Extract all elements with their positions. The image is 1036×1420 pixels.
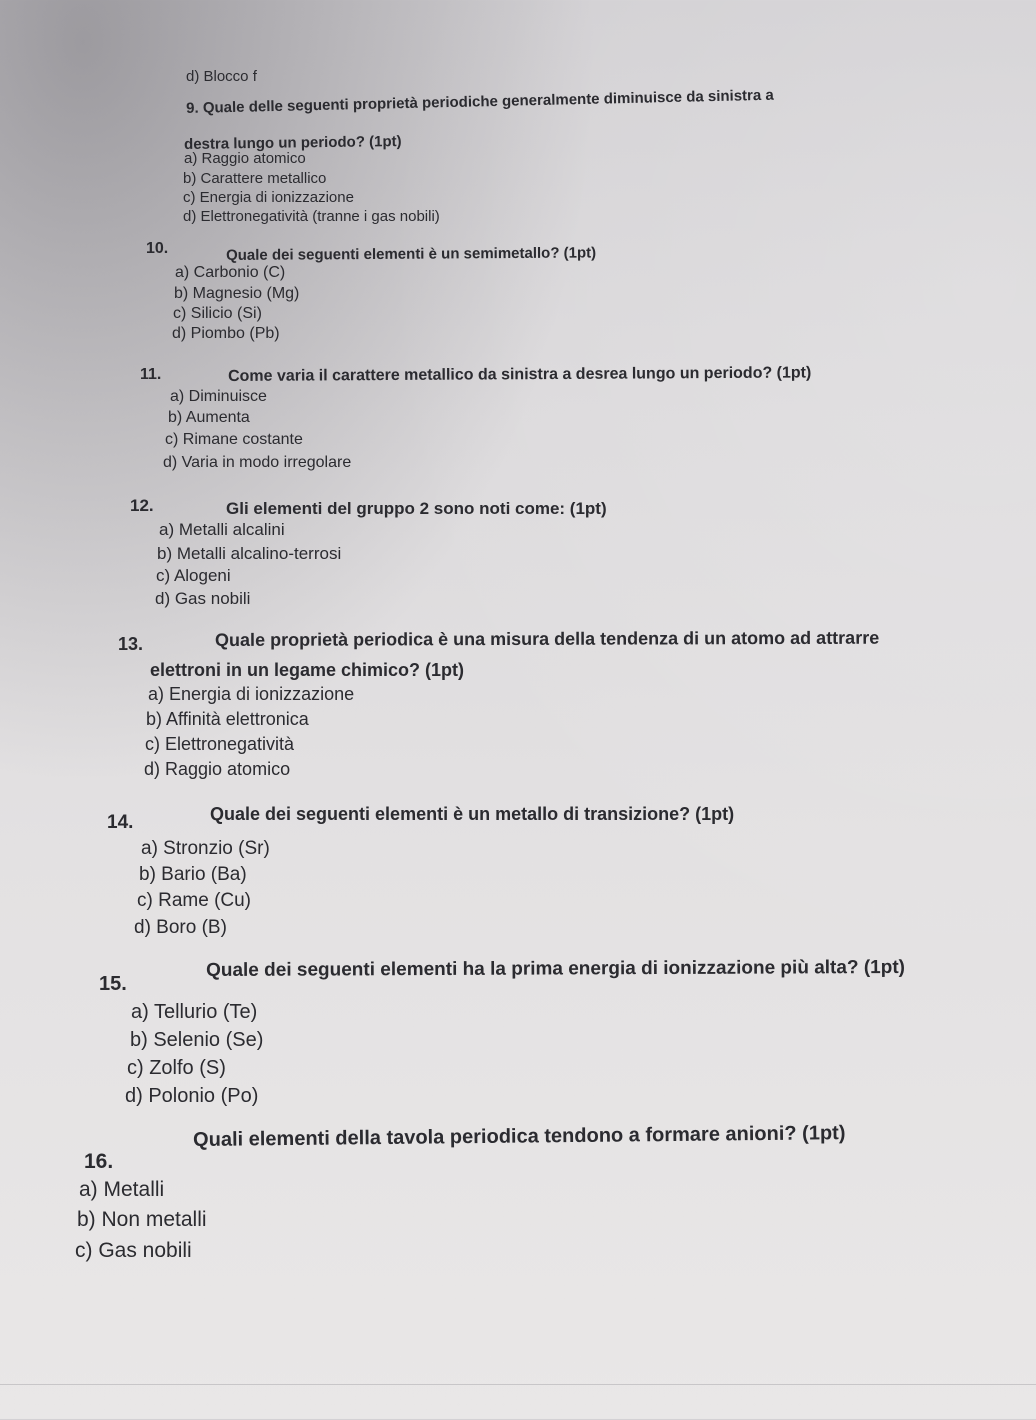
question-16-option-c: c) Gas nobili <box>75 1239 192 1262</box>
question-text: Quale dei seguenti elementi è un metallo di transizione? (1pt) <box>210 804 735 824</box>
question-15-option-b: b) Selenio (Se) <box>130 1029 264 1051</box>
question-13-option-d: d) Raggio atomico <box>144 759 291 779</box>
question-15-option-d: d) Polonio (Po) <box>125 1085 259 1107</box>
question-13-option-b: b) Affinità elettronica <box>146 709 309 729</box>
question-text: Quale dei seguenti elementi è un semimetallo? (1pt) <box>226 244 597 264</box>
question-9-text-line1 <box>186 87 774 117</box>
question-12-option-c: c) Alogeni <box>156 566 231 585</box>
question-10-option-d: d) Piombo (Pb) <box>172 325 280 342</box>
question-text: Quale dei seguenti elementi ha la prima energia di ionizzazione più alta? (1pt) <box>206 956 906 981</box>
question-11-option-c: c) Rimane costante <box>165 431 303 448</box>
question-12-option-a: a) Metalli alcalini <box>159 520 285 539</box>
question-9-option-c: c) Energia di ionizzazione <box>183 189 354 206</box>
question-text-line2: elettroni in un legame chimico? (1pt) <box>150 660 465 680</box>
question-15-option-c: c) Zolfo (S) <box>127 1057 226 1079</box>
question-9-text-line2: destra lungo un periodo? (1pt) <box>184 132 402 153</box>
question-11-option-b: b) Aumenta <box>168 409 250 426</box>
question-10-option-a: a) Carbonio (C) <box>175 264 286 281</box>
question-10-option-c: c) Silicio (Si) <box>173 305 262 322</box>
question-text-line1: Quale proprietà periodica è una misura della tendenza di un atomo ad attrarre <box>215 627 880 650</box>
question-10-option-b: b) Magnesio (Mg) <box>174 285 300 302</box>
question-9-option-b: b) Carattere metallico <box>183 170 327 187</box>
question-text: Quali elementi della tavola periodica tendono a formare anioni? (1pt) <box>193 1122 846 1151</box>
question-9-option-d: d) Elettronegatività (tranne i gas nobili) <box>183 208 440 225</box>
question-number: 15. <box>99 973 127 995</box>
question-14-option-c: c) Rame (Cu) <box>137 890 252 911</box>
question-16-option-a: a) Metalli <box>79 1178 165 1201</box>
question-number: 10. <box>146 240 169 257</box>
question-number: 13. <box>118 634 144 654</box>
question-number: 9. <box>186 99 199 117</box>
question-11-option-a: a) Diminuisce <box>170 388 267 405</box>
intro-option: d) Blocco f <box>186 68 257 85</box>
question-14-option-b: b) Bario (Ba) <box>139 864 247 885</box>
question-14-option-d: d) Boro (B) <box>134 917 227 938</box>
question-14-option-a: a) Stronzio (Sr) <box>141 838 270 859</box>
question-number: 14. <box>107 812 134 833</box>
question-12-option-b: b) Metalli alcalino-terrosi <box>157 544 342 563</box>
question-13-option-a: a) Energia di ionizzazione <box>148 684 355 704</box>
paper-bottom-edge <box>0 1384 1036 1420</box>
question-text: Gli elementi del gruppo 2 sono noti come: (1pt) <box>226 499 607 518</box>
question-13-option-c: c) Elettronegatività <box>145 734 295 754</box>
question-11-option-d: d) Varia in modo irregolare <box>163 454 352 471</box>
question-16-option-b: b) Non metalli <box>77 1208 207 1231</box>
question-9-option-a: a) Raggio atomico <box>184 150 306 167</box>
question-number: 11. <box>140 366 162 383</box>
question-text: Come varia il carattere metallico da sinistra a desrea lungo un periodo? (1pt) <box>228 364 812 385</box>
question-number: 12. <box>130 496 154 515</box>
question-text: Quale delle seguenti proprietà periodiche generalmente diminuisce da sinistra a <box>202 86 774 117</box>
question-12-option-d: d) Gas nobili <box>155 589 251 608</box>
question-number: 16. <box>84 1150 114 1173</box>
question-15-option-a: a) Tellurio (Te) <box>131 1001 258 1023</box>
